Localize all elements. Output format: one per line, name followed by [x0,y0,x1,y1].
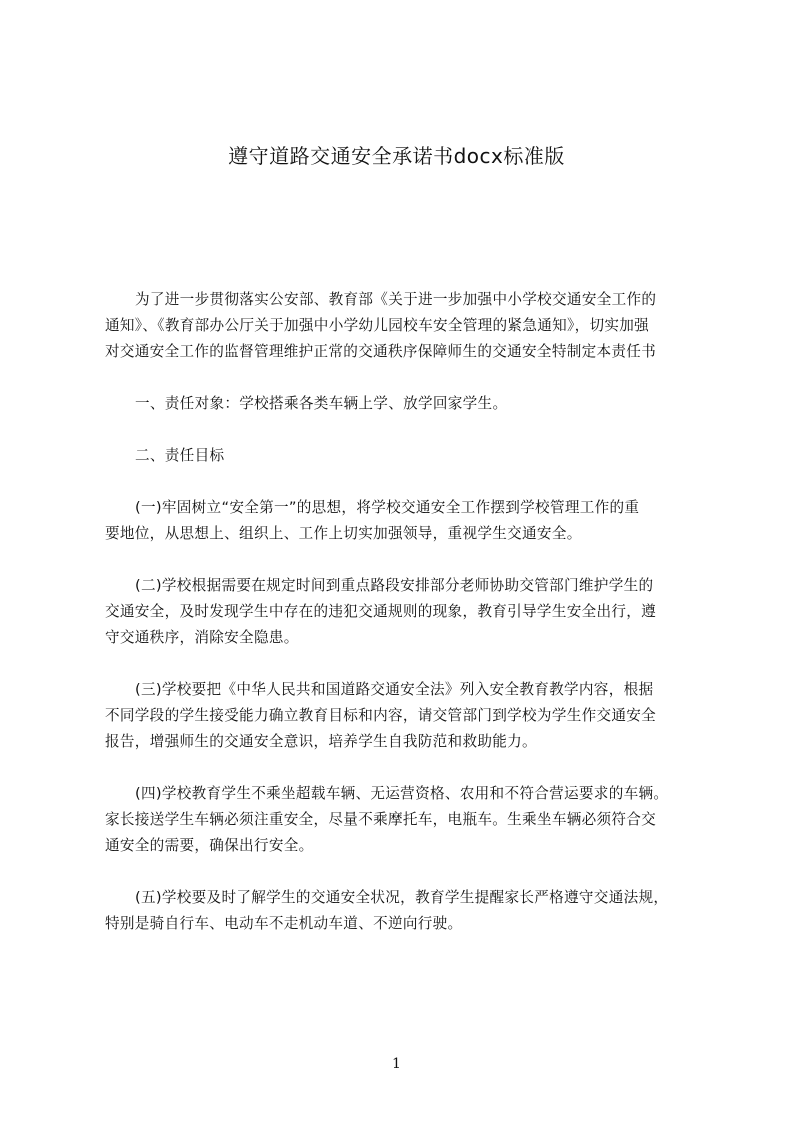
text-line: 通安全的需要，确保出行安全。 [105,837,314,854]
paragraph-item-4 [105,781,705,859]
text-line: 交通安全，及时发现学生中存在的违犯交通规则的现象，教育引导学生安全出行，遵 [105,603,657,620]
document-title: 遵守道路交通安全承诺书docx标准版 [228,144,565,168]
document-body [105,287,705,937]
text-line: 要地位，从思想上、组织上、工作上切实加强领导，重视学生交通安全。 [105,525,582,542]
paragraph-item-5 [105,885,705,937]
paragraph-gap [105,417,705,443]
paragraph-gap [105,365,705,391]
paragraph-gap [105,469,705,495]
paragraph-gap [105,651,705,677]
text-line: 守交通秩序，消除安全隐患。 [105,629,299,646]
text-line: 特别是骑自行车、电动车不走机动车道、不逆向行驶。 [105,915,463,932]
text-line: (五)学校要及时了解学生的交通安全状况，教育学生提醒家长严格遵守交通法规， [135,889,669,906]
text-line: (三)学校要把《中华人民共和国道路交通安全法》列入安全教育教学内容，根据 [135,681,654,698]
text-line: 对交通安全工作的监督管理维护正常的交通秩序保障师生的交通安全特制定本责任书 [105,343,657,360]
text-line: (二)学校根据需要在规定时间到重点路段安排部分老师协助交管部门维护学生的 [135,577,654,594]
text-line: (四)学校教育学生不乘坐超载车辆、无运营资格、农用和不符合营运要求的车辆。 [135,785,669,802]
page-number: 1 [392,1056,401,1072]
paragraph-item-1 [105,495,705,547]
text-line: 报告，增强师生的交通安全意识，培养学生自我防范和救助能力。 [105,733,537,750]
paragraph-item-2 [105,573,705,651]
paragraph-responsibility-target [105,391,705,417]
section-heading [105,443,705,469]
text-line: (一)牢固树立“安全第一”的思想，将学校交通安全工作摆到学校管理工作的重 [135,499,640,516]
text-line: 一、责任对象：学校搭乘各类车辆上学、放学回家学生。 [135,395,508,412]
paragraph-intro [105,287,705,365]
text-line: 家长接送学生车辆必须注重安全，尽量不乘摩托车，电瓶车。生乘坐车辆必须符合交 [105,811,657,828]
text-line: 为了进一步贯彻落实公安部、教育部《关于进一步加强中小学校交通安全工作的 [135,291,657,308]
paragraph-item-3 [105,677,705,755]
paragraph-gap [105,547,705,573]
text-line: 通知》、《教育部办公厅关于加强中小学幼儿园校车安全管理的紧急通知》，切实加强 [105,317,650,334]
text-line: 二、责任目标 [135,447,225,464]
text-line: 不同学段的学生接受能力确立教育目标和内容，请交管部门到学校为学生作交通安全 [105,707,657,724]
paragraph-gap [105,859,705,885]
paragraph-gap [105,755,705,781]
